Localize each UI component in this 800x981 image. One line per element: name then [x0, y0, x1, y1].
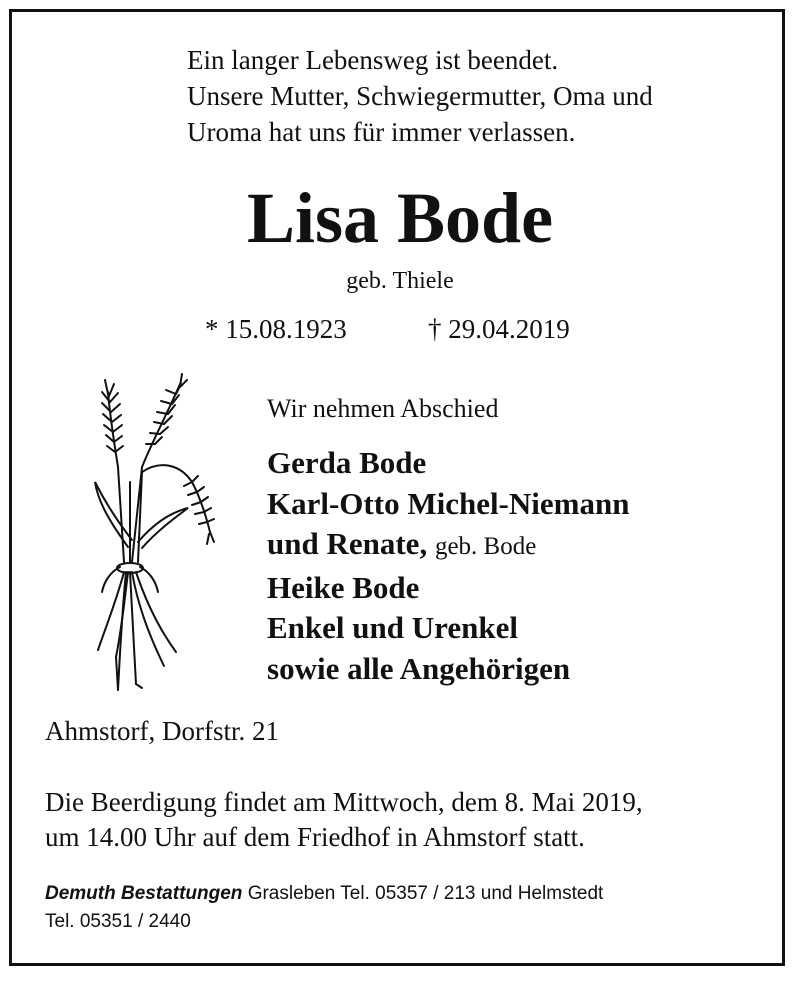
- mourner-entry: [267, 484, 629, 525]
- mourner-name: Enkel und Urenkel: [267, 610, 518, 645]
- mourner-name: Gerda Bode: [267, 445, 427, 480]
- mourner-list: [267, 443, 629, 689]
- intro-line: Ein langer Lebensweg ist beendet.: [187, 45, 559, 75]
- mourner-note: geb. Bode: [434, 533, 537, 560]
- mourner-entry: [267, 524, 629, 568]
- maiden-name: geb. Thiele: [346, 268, 454, 294]
- undertaker-footer: [45, 880, 765, 936]
- farewell-line: Wir nehmen Abschied: [267, 394, 499, 423]
- footer-line: [45, 880, 765, 908]
- intro-text: [187, 42, 653, 150]
- death-date: † 29.04.2019: [428, 314, 570, 344]
- wheat-leaf-icon: [138, 508, 188, 548]
- mourner-entry: [267, 443, 629, 484]
- mourner-name: und Renate,: [267, 526, 428, 561]
- mourner-entry: [267, 649, 629, 690]
- mourner-name: Heike Bode: [267, 569, 420, 605]
- address-line: Ahmstorf, Dorfstr. 21: [45, 716, 279, 746]
- mourner-entry: [267, 568, 629, 609]
- wheat-ear-right-icon: [142, 374, 187, 467]
- funeral-line: Die Beerdigung findet am Mittwoch, dem 8. Mai 2019,: [45, 787, 643, 817]
- mourner-name: sowie alle Angehörigen: [267, 650, 571, 686]
- intro-line: Unsere Mutter, Schwiegermutter, Oma und: [187, 81, 653, 111]
- mourner-name: Karl-Otto Michel-Niemann: [267, 485, 630, 521]
- mourner-entry: [267, 608, 629, 649]
- wheat-bundle-icon: [80, 372, 230, 697]
- undertaker-contact: Grasleben Tel. 05357 / 213 und Helmstedt: [247, 883, 604, 904]
- wheat-ear-side-icon: [142, 465, 214, 544]
- birth-date: * 15.08.1923: [205, 314, 347, 344]
- wheat-leaf-icon: [95, 482, 132, 547]
- footer-line: Tel. 05351 / 2440: [45, 911, 191, 932]
- deceased-name: Lisa Bode: [246, 178, 554, 258]
- funeral-info: [45, 785, 643, 855]
- wheat-ear-left-icon: [102, 380, 123, 467]
- funeral-line: um 14.00 Uhr auf dem Friedhof in Ahmstorf statt.: [45, 822, 585, 852]
- undertaker-name: Demuth Bestattungen: [45, 883, 243, 904]
- intro-line: Uroma hat uns für immer verlassen.: [187, 117, 576, 147]
